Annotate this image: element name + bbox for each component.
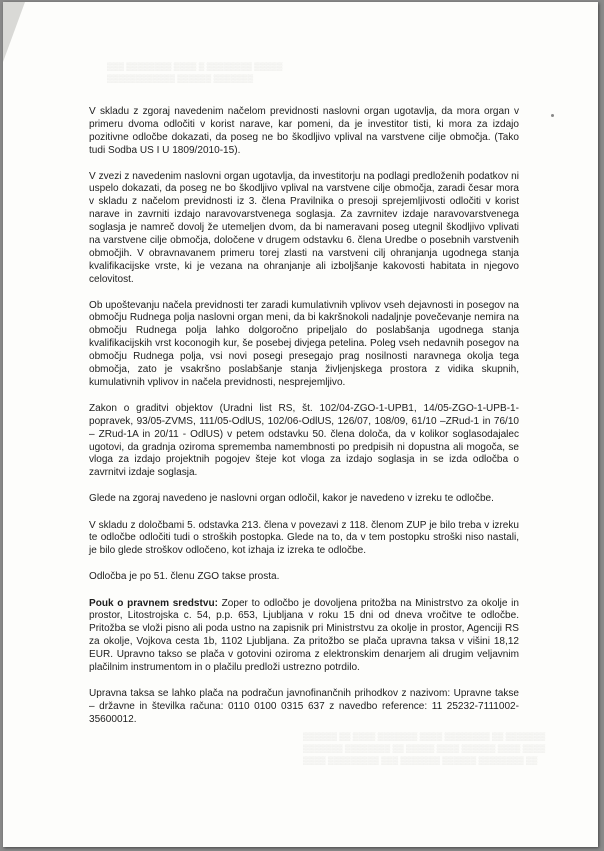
- bleed-through-text: ▒▒▒▒▒▒▒ ▒▒▒▒▒▒▒▒ ▒▒ ▒▒▒▒▒ ▒▒▒▒ ▒▒▒▒▒▒ ▒▒▒▒ ▒▒▒▒: [303, 744, 546, 753]
- paragraph-payment-info: Upravna taksa se lahko plača na podračun javnofinančnih prihodkov z nazivom: Upravne takse – državne in številka računa: 0110 0100 0315 637 z navedbo reference: 11 25232-7111002-35600012.: [89, 687, 519, 725]
- document-page: [3, 2, 598, 847]
- paragraph-costs: V skladu z določbami 5. odstavka 213. člena v povezavi z 118. členom ZUP je bilo treba v izreku te odločbe odločiti tudi o stroških postopka. Glede na to, da v tem postopku stroški niso nastali, je bilo glede stroškov odločeno, kot izhaja iz izreka te odločbe.: [89, 519, 519, 557]
- paragraph-organ-findings: V zvezi z navedenim naslovni organ ugotavlja, da investitorju na podlagi predloženih podatkov ni uspelo dokazati, da poseg ne bo škodljivo vplival na varstvene cilje območja, zaradi česar mora v skladu z načelom previdnosti iz 3. člena Pravilnika o presoji sprejemljivosti odločiti v korist narave in zavrniti izdajo naravovarstvenega soglasja. Za zavrnitev izdaje naravovarstvenega soglasja je namreč dovolj že utemeljen dvom, da bi nameravani poseg utegnil škodljivo vplivati na varstvene cilje območja, določene v drugem odstavku 6. člena Uredbe o posebnih varstvenih območjih. V obravnavanem primeru torej zlasti na varstveni cilj ohranjanja ugodnega stanja kvalifikacijske vrste, ki je vezana na ohranjanje ali izboljšanje kakovosti habitata in njegovo celovitost.: [89, 170, 519, 285]
- paragraph-decision: Glede na zgoraj navedeno je naslovni organ odločil, kakor je navedeno v izreku te odločbe.: [89, 493, 494, 505]
- folded-corner: [3, 2, 25, 62]
- bleed-through-text: ▒▒▒▒▒▒ ▒▒ ▒▒▒▒ ▒▒▒▒▒▒▒ ▒▒▒▒ ▒▒▒▒▒▒▒▒ ▒▒ ▒▒▒▒▒▒▒: [303, 732, 546, 741]
- scan-speck: [551, 114, 554, 117]
- paragraph-construction-act: Zakon o graditvi objektov (Uradni list RS, št. 102/04-ZGO-1-UPB1, 14/05-ZGO-1-UPB-1-popravek, 93/05-ZVMS, 111/05-OdlUS, 102/06-OdlUS, 126/07, 108/09, 61/10 –ZRud-1 in 76/10 – ZRud-1A in 20/11 - OdlUS) v petem odstavku 50. člena določa, da v kolikor soglasodajalec ugotovi, da gradnja oziroma sprememba namembnosti po predpisih ni dopustna ali mogoča, se vloga za izdajo projektnih pogojev šteje kot vloga za izdajo soglasja in se izda odločba o zavrnitvi izdaje soglasja.: [89, 402, 519, 479]
- paragraph-precaution-principle: V skladu z zgoraj navedenim načelom previdnosti naslovni organ ugotavlja, da mora organ v primeru dvoma odločiti v korist narave, kar pomeni, da je investitor tisti, ki mora za izdajo pozitivne odločbe dokazati, da poseg ne bo škodljivo vplival na varstvene cilje območja. (Tako tudi Sodba US I U 1809/2010-15).: [89, 106, 519, 156]
- bleed-through-text: ▒▒▒ ▒▒▒▒▒▒▒▒ ▒▒▒▒ ▒ ▒▒▒▒▒▒▒▒ ▒▒▒▒▒: [107, 62, 283, 71]
- bleed-through-text: ▒▒▒▒▒▒▒▒▒▒▒▒ ▒▒▒▒▒▒ ▒▒▒▒▒▒▒: [107, 74, 254, 83]
- document-body: [89, 106, 519, 739]
- paragraph-tax-exempt: Odločba je po 51. členu ZGO takse prosta.: [89, 571, 280, 583]
- legal-remedy-heading: Pouk o pravnem sredstvu:: [89, 597, 218, 609]
- paragraph-cumulative-effects: Ob upoštevanju načela previdnosti ter zaradi kumulativnih vplivov vseh dejavnosti in posegov na območju Rudnega polja naslovni organ meni, da bi kakršnokoli nadaljnje povečevanje nemira na območju Rudnega polja lahko dolgoročno pripeljalo do poslabšanja ugodnega stanja kvalifikacijskih vrst koconogih kur, še posebej divjega petelina. Poleg vseh nedavnih posegov na območju Rudnega polja, vsi novi posegi presegajo prag nosilnosti naravnega okolja tega območja, zato je vsakršno poslabšanje stanja življenjskega prostora z vidika skupnih, kumulativnih vplivov in načela previdnosti, nesprejemljivo.: [89, 299, 519, 388]
- paragraph-legal-remedy: [89, 598, 519, 675]
- bleed-through-text: ▒▒▒▒ ▒▒▒▒▒▒▒▒▒ ▒▒▒ ▒▒▒▒▒▒▒ ▒▒▒▒▒▒ ▒▒▒▒▒▒▒▒ ▒▒: [303, 756, 538, 765]
- legal-remedy-text: Zoper to odločbo je dovoljena pritožba na Ministrstvo za okolje in prostor, Litostrojska c. 54, p.p. 653, Ljubljana v roku 15 dni od dneva vročitve te odločbe. Pritožba se vloži pisno ali poda ustno na zapisnik pri Ministrstvu za okolje in prostor, Agenciji RS za okolje, Vojkova cesta 1b, 1102 Ljubljana. Za pritožbo se plača upravna taksa v višini 18,12 EUR. Upravno takso se plača v gotovini oziroma z elektronskim denarjem ali drugim veljavnim plačilnim instrumentom in o plačilu predloži ustrezno potrdilo.: [89, 597, 519, 674]
